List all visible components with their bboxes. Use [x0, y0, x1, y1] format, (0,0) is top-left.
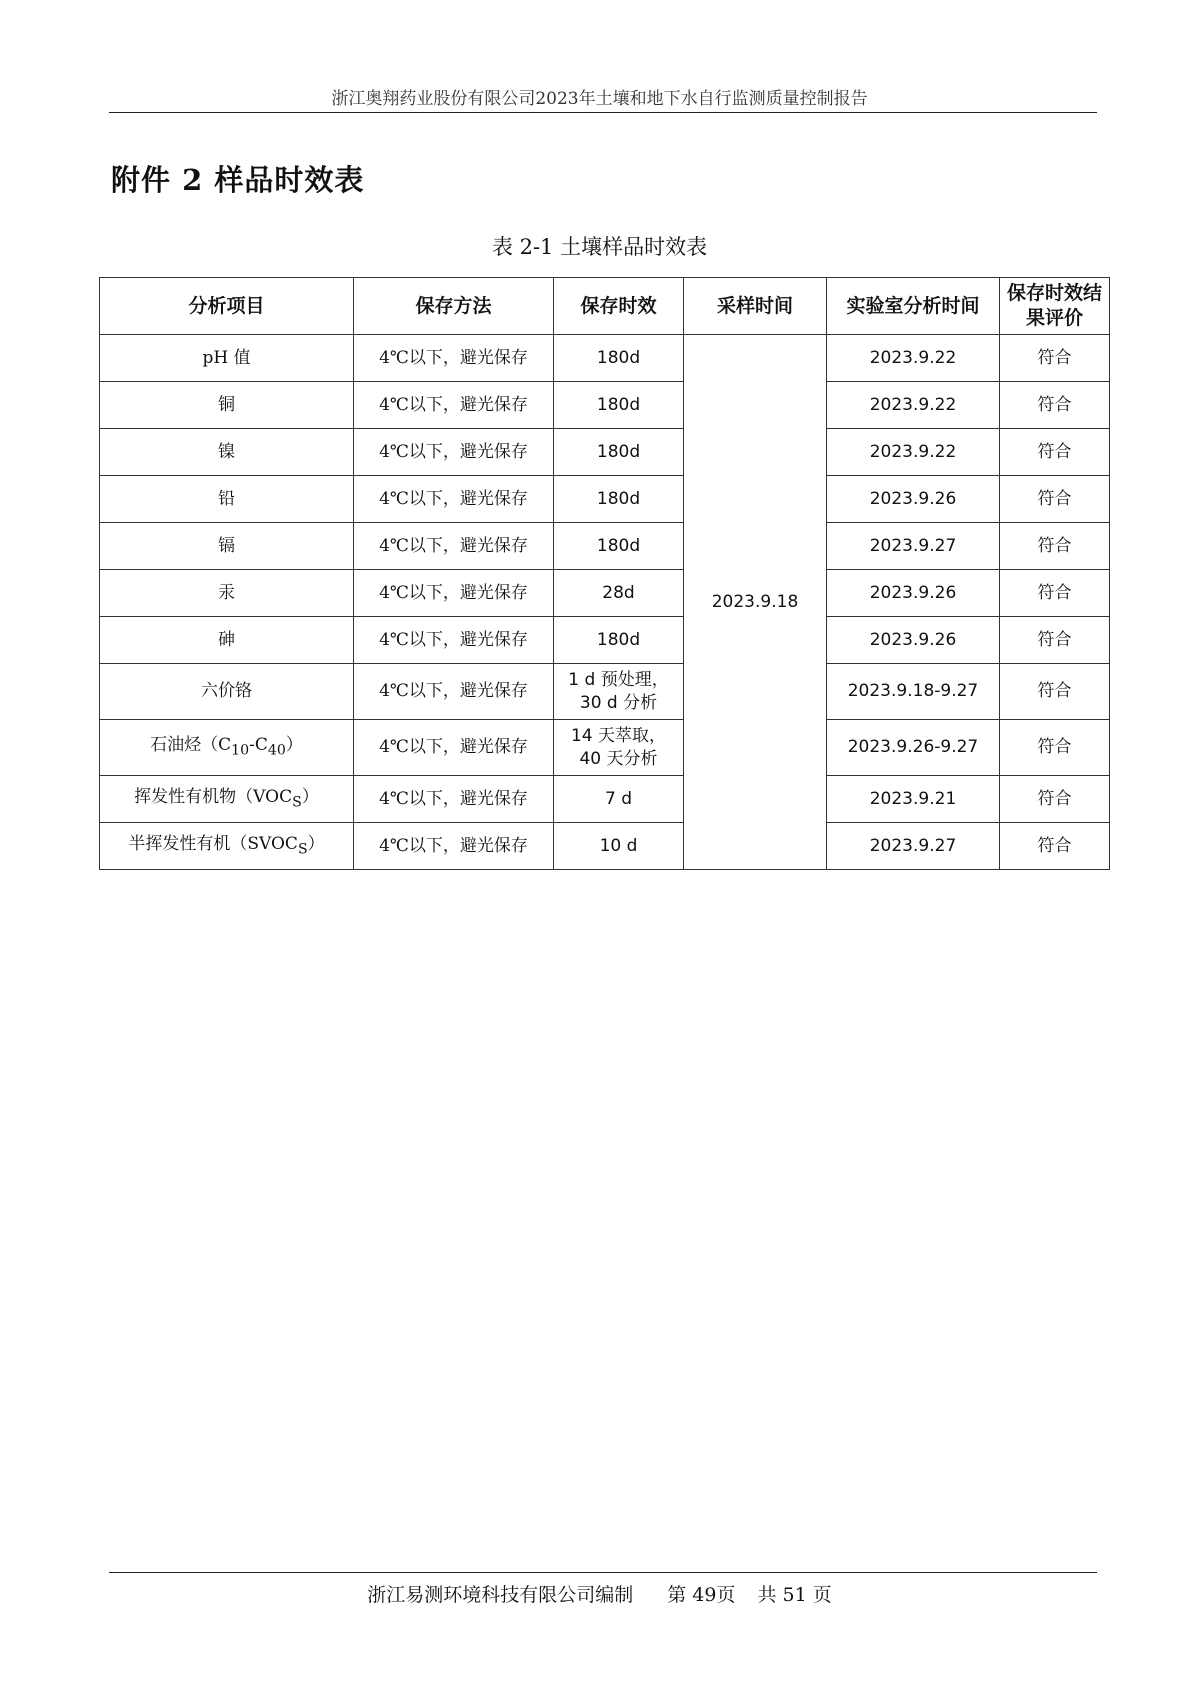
page-header: 浙江奥翔药业股份有限公司2023年土壤和地下水自行监测质量控制报告 [331, 89, 868, 109]
item-text: 挥发性有机物（VOC [134, 786, 293, 807]
item-subscript: 10 [231, 742, 250, 759]
col-header-period: 保存时效 [554, 278, 684, 335]
table-row [100, 776, 1110, 823]
cell-method: 4℃以下，避光保存 [354, 382, 554, 429]
item-text: 石油烃（C [150, 735, 232, 756]
footer-page-total: 共 51 页 [757, 1584, 832, 1606]
cell-lab-time: 2023.9.26 [827, 476, 1000, 523]
cell-sampling-date: 2023.9.18 [684, 335, 827, 870]
cell-result: 符合 [1000, 476, 1110, 523]
footer-page-number: 第 49页 [667, 1584, 736, 1606]
cell-lab-time: 2023.9.22 [827, 382, 1000, 429]
cell-item: 镍 [100, 429, 354, 476]
cell-result: 符合 [1000, 335, 1110, 382]
cell-result: 符合 [1000, 429, 1110, 476]
cell-result: 符合 [1000, 776, 1110, 823]
cell-period: 28d [554, 570, 684, 617]
cell-period: 180d [554, 617, 684, 664]
cell-item: 铜 [100, 382, 354, 429]
sample-timeliness-table [99, 277, 1110, 870]
table-row [100, 476, 1110, 523]
cell-lab-time: 2023.9.27 [827, 823, 1000, 870]
col-header-method: 保存方法 [354, 278, 554, 335]
item-text: ） [307, 833, 325, 854]
table-row [100, 335, 1110, 382]
cell-method: 4℃以下，避光保存 [354, 523, 554, 570]
cell-result: 符合 [1000, 823, 1110, 870]
period-line-1: 14 天萃取， [570, 725, 667, 746]
cell-result: 符合 [1000, 617, 1110, 664]
item-subscript: 40 [267, 742, 286, 759]
table-caption: 表 2-1 土壤样品时效表 [491, 235, 708, 259]
cell-method: 4℃以下，避光保存 [354, 664, 554, 720]
period-line-1: 1 d 预处理， [568, 669, 669, 690]
cell-method: 4℃以下，避光保存 [354, 429, 554, 476]
footer-company: 浙江易测环境科技有限公司编制 [367, 1584, 634, 1606]
item-text: ） [285, 735, 303, 756]
section-heading: 附件 2 样品时效表 [111, 163, 365, 197]
table-row [100, 523, 1110, 570]
col-header-lab-time: 实验室分析时间 [827, 278, 1000, 335]
cell-lab-time: 2023.9.26-9.27 [827, 720, 1000, 776]
cell-item: 砷 [100, 617, 354, 664]
cell-item [100, 823, 354, 870]
item-subscript: S [292, 794, 302, 811]
table-row [100, 664, 1110, 720]
header-rule [109, 112, 1097, 113]
cell-item: 汞 [100, 570, 354, 617]
table-row [100, 720, 1110, 776]
cell-item [100, 720, 354, 776]
item-text: ） [301, 786, 319, 807]
cell-period: 180d [554, 429, 684, 476]
cell-lab-time: 2023.9.22 [827, 429, 1000, 476]
item-text: -C [249, 735, 268, 756]
cell-item: pH 值 [100, 335, 354, 382]
cell-method: 4℃以下，避光保存 [354, 823, 554, 870]
cell-method: 4℃以下，避光保存 [354, 776, 554, 823]
cell-period [554, 664, 684, 720]
cell-period: 180d [554, 523, 684, 570]
table-header-row [100, 278, 1110, 335]
cell-method: 4℃以下，避光保存 [354, 476, 554, 523]
table-row [100, 382, 1110, 429]
cell-period: 180d [554, 382, 684, 429]
col-header-result: 保存时效结果评价 [1000, 278, 1110, 335]
cell-lab-time: 2023.9.26 [827, 570, 1000, 617]
period-line-2: 40 天分析 [579, 748, 658, 769]
col-header-sampling: 采样时间 [684, 278, 827, 335]
cell-result: 符合 [1000, 523, 1110, 570]
cell-period: 10 d [554, 823, 684, 870]
table-row [100, 617, 1110, 664]
page-footer [0, 1580, 1199, 1607]
cell-item [100, 776, 354, 823]
cell-lab-time: 2023.9.21 [827, 776, 1000, 823]
table-row [100, 823, 1110, 870]
table-row [100, 429, 1110, 476]
cell-result: 符合 [1000, 720, 1110, 776]
cell-item: 铅 [100, 476, 354, 523]
period-line-2: 30 d 分析 [579, 692, 658, 713]
cell-result: 符合 [1000, 570, 1110, 617]
cell-lab-time: 2023.9.27 [827, 523, 1000, 570]
cell-period: 180d [554, 335, 684, 382]
footer-rule [109, 1572, 1097, 1573]
item-text: 半挥发性有机（SVOC [128, 833, 298, 854]
cell-lab-time: 2023.9.18-9.27 [827, 664, 1000, 720]
cell-method: 4℃以下，避光保存 [354, 720, 554, 776]
cell-item: 六价铬 [100, 664, 354, 720]
cell-item: 镉 [100, 523, 354, 570]
cell-method: 4℃以下，避光保存 [354, 335, 554, 382]
cell-period [554, 720, 684, 776]
cell-lab-time: 2023.9.22 [827, 335, 1000, 382]
cell-result: 符合 [1000, 382, 1110, 429]
cell-result: 符合 [1000, 664, 1110, 720]
col-header-item: 分析项目 [100, 278, 354, 335]
cell-method: 4℃以下，避光保存 [354, 570, 554, 617]
item-subscript: S [297, 841, 308, 858]
cell-period: 7 d [554, 776, 684, 823]
cell-method: 4℃以下，避光保存 [354, 617, 554, 664]
cell-lab-time: 2023.9.26 [827, 617, 1000, 664]
table-row [100, 570, 1110, 617]
cell-period: 180d [554, 476, 684, 523]
